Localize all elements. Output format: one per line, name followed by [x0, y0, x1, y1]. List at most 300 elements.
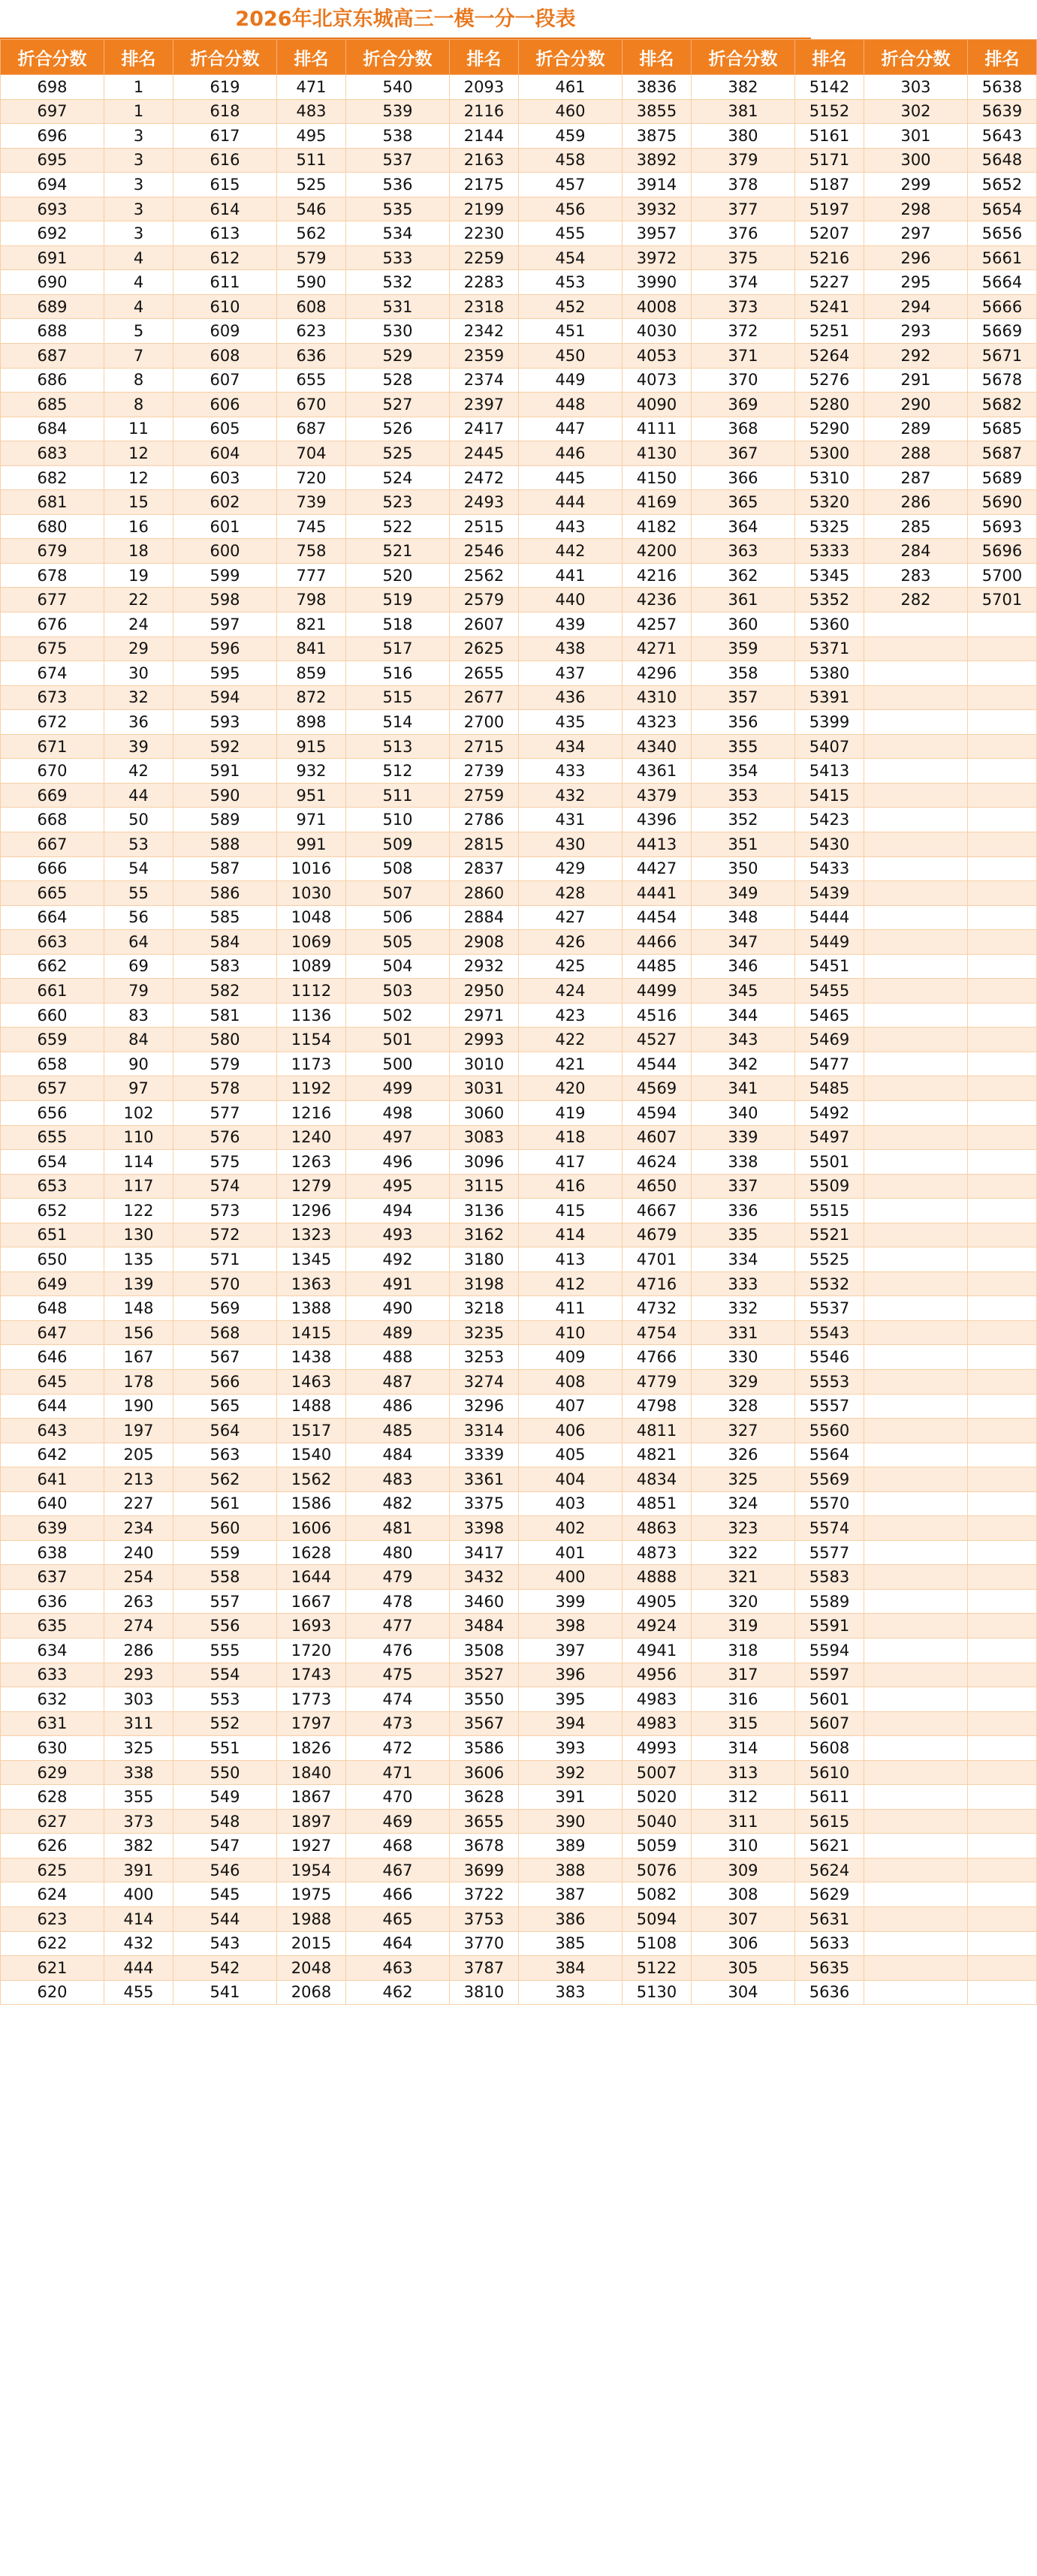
score-cell: 321: [692, 1565, 795, 1590]
score-cell: [864, 1419, 968, 1443]
header-score: 折合分数: [173, 40, 277, 75]
score-cell: 320: [692, 1589, 795, 1614]
score-cell: [864, 1028, 968, 1052]
rank-cell: 2715: [450, 734, 519, 759]
score-cell: 684: [1, 417, 104, 441]
score-cell: 453: [519, 270, 623, 295]
score-cell: 295: [864, 270, 968, 295]
score-cell: 496: [346, 1150, 450, 1175]
rank-cell: 4924: [623, 1614, 692, 1639]
rank-cell: 4993: [623, 1736, 692, 1761]
rank-cell: 5310: [795, 465, 864, 490]
rank-cell: 1154: [277, 1028, 346, 1052]
rank-cell: 5371: [795, 636, 864, 661]
score-cell: 312: [692, 1785, 795, 1810]
score-cell: 516: [346, 661, 450, 686]
score-cell: 485: [346, 1419, 450, 1443]
score-cell: 649: [1, 1271, 104, 1296]
rank-cell: 5553: [795, 1369, 864, 1394]
score-cell: 558: [173, 1565, 277, 1590]
score-cell: [864, 1956, 968, 1981]
header-rank: 排名: [623, 40, 692, 75]
rank-cell: [968, 1663, 1037, 1687]
score-cell: 602: [173, 490, 277, 515]
rank-cell: 5: [104, 319, 173, 344]
rank-cell: 4701: [623, 1247, 692, 1272]
rank-cell: 5415: [795, 783, 864, 808]
rank-cell: 5685: [968, 417, 1037, 441]
score-cell: 309: [692, 1858, 795, 1882]
score-cell: 663: [1, 930, 104, 955]
rank-cell: 3655: [450, 1809, 519, 1834]
score-cell: 311: [692, 1809, 795, 1834]
table-row: [1, 1882, 1037, 1907]
rank-cell: 5251: [795, 319, 864, 344]
score-cell: [864, 1614, 968, 1639]
header-row: [1, 40, 1037, 75]
rank-cell: 1030: [277, 881, 346, 906]
score-cell: 319: [692, 1614, 795, 1639]
score-cell: 677: [1, 588, 104, 612]
score-cell: 628: [1, 1785, 104, 1810]
table-row: [1, 1028, 1037, 1052]
rank-cell: 5648: [968, 148, 1037, 173]
score-cell: 379: [692, 148, 795, 173]
rank-cell: 1867: [277, 1785, 346, 1810]
rank-cell: 4716: [623, 1271, 692, 1296]
rank-cell: 3990: [623, 270, 692, 295]
rank-cell: 4216: [623, 563, 692, 588]
rank-cell: 5399: [795, 710, 864, 735]
score-cell: 504: [346, 954, 450, 979]
rank-cell: 3770: [450, 1931, 519, 1956]
score-cell: 548: [173, 1809, 277, 1834]
score-cell: 561: [173, 1491, 277, 1516]
score-cell: 626: [1, 1834, 104, 1858]
score-cell: 491: [346, 1271, 450, 1296]
score-cell: 689: [1, 294, 104, 319]
rank-cell: 5687: [968, 441, 1037, 466]
rank-cell: 951: [277, 783, 346, 808]
score-cell: 526: [346, 417, 450, 441]
score-cell: 402: [519, 1516, 623, 1541]
rank-cell: 5391: [795, 685, 864, 710]
rank-cell: 3875: [623, 124, 692, 149]
table-row: [1, 783, 1037, 808]
table-row: [1, 954, 1037, 979]
score-cell: 579: [173, 1052, 277, 1076]
rank-cell: 3: [104, 124, 173, 149]
rank-cell: 2259: [450, 245, 519, 270]
table-row: [1, 1980, 1037, 2005]
rank-cell: 4485: [623, 954, 692, 979]
score-cell: 405: [519, 1443, 623, 1467]
rank-cell: 178: [104, 1369, 173, 1394]
header-score: 折合分数: [864, 40, 968, 75]
score-cell: 559: [173, 1540, 277, 1565]
rank-cell: 2417: [450, 417, 519, 441]
score-cell: 562: [173, 1467, 277, 1492]
rank-cell: 24: [104, 612, 173, 637]
score-cell: [864, 1663, 968, 1687]
table-row: [1, 221, 1037, 246]
score-cell: 583: [173, 954, 277, 979]
score-cell: 403: [519, 1491, 623, 1516]
score-cell: [864, 1834, 968, 1858]
score-cell: 463: [346, 1956, 450, 1981]
rank-cell: 5537: [795, 1296, 864, 1321]
score-cell: 482: [346, 1491, 450, 1516]
rank-cell: 5569: [795, 1467, 864, 1492]
score-cell: 647: [1, 1320, 104, 1345]
rank-cell: [968, 1223, 1037, 1247]
rank-cell: 1240: [277, 1125, 346, 1150]
rank-cell: 5661: [968, 245, 1037, 270]
score-cell: 365: [692, 490, 795, 515]
rank-cell: 5631: [795, 1907, 864, 1932]
score-cell: 503: [346, 979, 450, 1004]
score-cell: 437: [519, 661, 623, 686]
score-cell: 578: [173, 1076, 277, 1101]
score-cell: 540: [346, 75, 450, 100]
table-row: [1, 881, 1037, 906]
score-cell: 339: [692, 1125, 795, 1150]
rank-cell: 5601: [795, 1687, 864, 1712]
table-row: [1, 563, 1037, 588]
score-cell: 360: [692, 612, 795, 637]
rank-cell: 274: [104, 1614, 173, 1639]
rank-cell: 4361: [623, 759, 692, 784]
score-cell: 292: [864, 344, 968, 369]
score-cell: 442: [519, 539, 623, 564]
rank-cell: 5611: [795, 1785, 864, 1810]
table-row: [1, 441, 1037, 466]
rank-cell: 4821: [623, 1443, 692, 1467]
score-cell: 618: [173, 99, 277, 124]
rank-cell: 4798: [623, 1394, 692, 1419]
score-cell: 413: [519, 1247, 623, 1272]
rank-cell: 5570: [795, 1491, 864, 1516]
score-cell: 577: [173, 1100, 277, 1125]
rank-cell: 3115: [450, 1174, 519, 1199]
score-cell: 630: [1, 1736, 104, 1761]
score-cell: 625: [1, 1858, 104, 1882]
rank-cell: [968, 832, 1037, 856]
score-cell: 364: [692, 514, 795, 539]
rank-cell: 5413: [795, 759, 864, 784]
table-row: [1, 1809, 1037, 1834]
table-row: [1, 368, 1037, 393]
rank-cell: 5643: [968, 124, 1037, 149]
score-cell: 678: [1, 563, 104, 588]
rank-cell: 5701: [968, 588, 1037, 612]
rank-cell: 139: [104, 1271, 173, 1296]
score-cell: 539: [346, 99, 450, 124]
score-cell: [864, 905, 968, 930]
score-cell: 388: [519, 1858, 623, 1882]
score-cell: 507: [346, 881, 450, 906]
rank-cell: 3508: [450, 1639, 519, 1663]
rank-cell: 3957: [623, 221, 692, 246]
score-cell: 585: [173, 905, 277, 930]
rank-cell: 3: [104, 197, 173, 221]
rank-cell: 5597: [795, 1663, 864, 1687]
rank-cell: 5608: [795, 1736, 864, 1761]
table-row: [1, 148, 1037, 173]
table-row: [1, 661, 1037, 686]
rank-cell: 1296: [277, 1199, 346, 1223]
rank-cell: 4454: [623, 905, 692, 930]
rank-cell: 190: [104, 1394, 173, 1419]
score-cell: [864, 783, 968, 808]
score-cell: 582: [173, 979, 277, 1004]
score-cell: [864, 1320, 968, 1345]
score-cell: 544: [173, 1907, 277, 1932]
score-cell: 429: [519, 856, 623, 881]
score-cell: 417: [519, 1150, 623, 1175]
rank-cell: 3855: [623, 99, 692, 124]
rank-cell: 2950: [450, 979, 519, 1004]
table-row: [1, 1736, 1037, 1761]
rank-cell: 5130: [623, 1980, 692, 2005]
rank-cell: 5007: [623, 1760, 692, 1785]
rank-cell: 471: [277, 75, 346, 100]
score-cell: 340: [692, 1100, 795, 1125]
score-cell: 603: [173, 465, 277, 490]
rank-cell: 5264: [795, 344, 864, 369]
table-row: [1, 1125, 1037, 1150]
score-cell: [864, 1809, 968, 1834]
score-cell: 542: [173, 1956, 277, 1981]
rank-cell: 4544: [623, 1052, 692, 1076]
rank-cell: 971: [277, 808, 346, 832]
rank-cell: 3836: [623, 75, 692, 100]
rank-cell: 5639: [968, 99, 1037, 124]
rank-cell: 2048: [277, 1956, 346, 1981]
rank-cell: 1345: [277, 1247, 346, 1272]
rank-cell: 240: [104, 1540, 173, 1565]
score-cell: 695: [1, 148, 104, 173]
score-cell: [864, 1565, 968, 1590]
score-cell: 389: [519, 1834, 623, 1858]
rank-cell: 898: [277, 710, 346, 735]
score-cell: 326: [692, 1443, 795, 1467]
score-cell: 380: [692, 124, 795, 149]
score-cell: 580: [173, 1028, 277, 1052]
rank-cell: 5122: [623, 1956, 692, 1981]
rank-cell: 5656: [968, 221, 1037, 246]
rank-cell: 3: [104, 221, 173, 246]
rank-cell: 117: [104, 1174, 173, 1199]
score-cell: 614: [173, 197, 277, 221]
score-cell: 666: [1, 856, 104, 881]
score-cell: 615: [173, 173, 277, 197]
score-cell: 520: [346, 563, 450, 588]
score-cell: 384: [519, 1956, 623, 1981]
rank-cell: 36: [104, 710, 173, 735]
score-cell: 514: [346, 710, 450, 735]
score-cell: [864, 759, 968, 784]
score-cell: 595: [173, 661, 277, 686]
rank-cell: 3361: [450, 1467, 519, 1492]
score-cell: 415: [519, 1199, 623, 1223]
score-cell: 428: [519, 881, 623, 906]
rank-cell: 4130: [623, 441, 692, 466]
score-cell: 290: [864, 393, 968, 417]
score-cell: 399: [519, 1589, 623, 1614]
score-cell: 450: [519, 344, 623, 369]
score-cell: [864, 1736, 968, 1761]
rank-cell: 29: [104, 636, 173, 661]
rank-cell: 56: [104, 905, 173, 930]
score-cell: 484: [346, 1443, 450, 1467]
rank-cell: 130: [104, 1223, 173, 1247]
score-cell: 511: [346, 783, 450, 808]
rank-cell: 915: [277, 734, 346, 759]
score-cell: 373: [692, 294, 795, 319]
score-cell: 529: [346, 344, 450, 369]
rank-cell: [968, 612, 1037, 637]
rank-cell: 83: [104, 1003, 173, 1028]
score-cell: [864, 1052, 968, 1076]
rank-cell: 2884: [450, 905, 519, 930]
rank-cell: 4310: [623, 685, 692, 710]
table-row: [1, 1003, 1037, 1028]
score-cell: 396: [519, 1663, 623, 1687]
rank-cell: 5227: [795, 270, 864, 295]
rank-cell: 932: [277, 759, 346, 784]
rank-cell: 4340: [623, 734, 692, 759]
score-cell: 644: [1, 1394, 104, 1419]
score-cell: 372: [692, 319, 795, 344]
score-cell: 393: [519, 1736, 623, 1761]
score-cell: 420: [519, 1076, 623, 1101]
score-cell: 366: [692, 465, 795, 490]
score-cell: 354: [692, 759, 795, 784]
score-cell: 505: [346, 930, 450, 955]
rank-cell: [968, 1565, 1037, 1590]
score-cell: 307: [692, 1907, 795, 1932]
score-cell: 451: [519, 319, 623, 344]
rank-cell: 5300: [795, 441, 864, 466]
score-cell: 686: [1, 368, 104, 393]
rank-cell: 5671: [968, 344, 1037, 369]
rank-cell: 3398: [450, 1516, 519, 1541]
score-cell: 483: [346, 1467, 450, 1492]
score-cell: 283: [864, 563, 968, 588]
table-row: [1, 1419, 1037, 1443]
table-row: [1, 1687, 1037, 1712]
score-cell: 591: [173, 759, 277, 784]
rank-cell: 5594: [795, 1639, 864, 1663]
rank-cell: 5241: [795, 294, 864, 319]
score-cell: 658: [1, 1052, 104, 1076]
score-cell: 472: [346, 1736, 450, 1761]
score-cell: 328: [692, 1394, 795, 1419]
score-cell: 473: [346, 1711, 450, 1736]
table-row: [1, 1271, 1037, 1296]
rank-cell: 3892: [623, 148, 692, 173]
score-cell: 288: [864, 441, 968, 466]
rank-cell: 821: [277, 612, 346, 637]
score-cell: 506: [346, 905, 450, 930]
score-cell: 680: [1, 514, 104, 539]
score-cell: 439: [519, 612, 623, 637]
rank-cell: 704: [277, 441, 346, 466]
rank-cell: 525: [277, 173, 346, 197]
score-cell: 407: [519, 1394, 623, 1419]
rank-cell: 64: [104, 930, 173, 955]
table-row: [1, 905, 1037, 930]
rank-cell: 4: [104, 294, 173, 319]
rank-cell: 197: [104, 1419, 173, 1443]
table-row: [1, 808, 1037, 832]
score-cell: 696: [1, 124, 104, 149]
header-score: 折合分数: [692, 40, 795, 75]
rank-cell: 2908: [450, 930, 519, 955]
score-cell: 456: [519, 197, 623, 221]
rank-cell: 745: [277, 514, 346, 539]
score-cell: [864, 734, 968, 759]
rank-cell: 2374: [450, 368, 519, 393]
score-cell: [864, 1711, 968, 1736]
score-cell: 414: [519, 1223, 623, 1247]
score-cell: 299: [864, 173, 968, 197]
table-row: [1, 1345, 1037, 1370]
rank-cell: 1: [104, 99, 173, 124]
score-cell: 479: [346, 1565, 450, 1590]
rank-cell: 4873: [623, 1540, 692, 1565]
score-cell: [864, 661, 968, 686]
rank-cell: 15: [104, 490, 173, 515]
rank-cell: 5197: [795, 197, 864, 221]
rank-cell: [968, 1369, 1037, 1394]
score-cell: 433: [519, 759, 623, 784]
score-cell: 438: [519, 636, 623, 661]
rank-cell: 8: [104, 368, 173, 393]
rank-cell: 5509: [795, 1174, 864, 1199]
score-cell: 616: [173, 148, 277, 173]
rank-cell: 5161: [795, 124, 864, 149]
score-cell: 607: [173, 368, 277, 393]
score-cell: 534: [346, 221, 450, 246]
score-cell: 693: [1, 197, 104, 221]
rank-cell: 3314: [450, 1419, 519, 1443]
score-cell: 398: [519, 1614, 623, 1639]
rank-cell: 3162: [450, 1223, 519, 1247]
rank-cell: 2759: [450, 783, 519, 808]
score-cell: 655: [1, 1125, 104, 1150]
score-cell: 640: [1, 1491, 104, 1516]
rank-cell: [968, 1834, 1037, 1858]
score-cell: [864, 1271, 968, 1296]
score-cell: 335: [692, 1223, 795, 1247]
rank-cell: 2175: [450, 173, 519, 197]
score-cell: 410: [519, 1320, 623, 1345]
score-cell: 527: [346, 393, 450, 417]
score-cell: 612: [173, 245, 277, 270]
rank-cell: 4182: [623, 514, 692, 539]
header-rank: 排名: [450, 40, 519, 75]
rank-cell: 5700: [968, 563, 1037, 588]
score-cell: 454: [519, 245, 623, 270]
score-cell: 291: [864, 368, 968, 393]
score-cell: 556: [173, 1614, 277, 1639]
rank-cell: 5669: [968, 319, 1037, 344]
rank-cell: 22: [104, 588, 173, 612]
header-score: 折合分数: [1, 40, 104, 75]
score-cell: 443: [519, 514, 623, 539]
